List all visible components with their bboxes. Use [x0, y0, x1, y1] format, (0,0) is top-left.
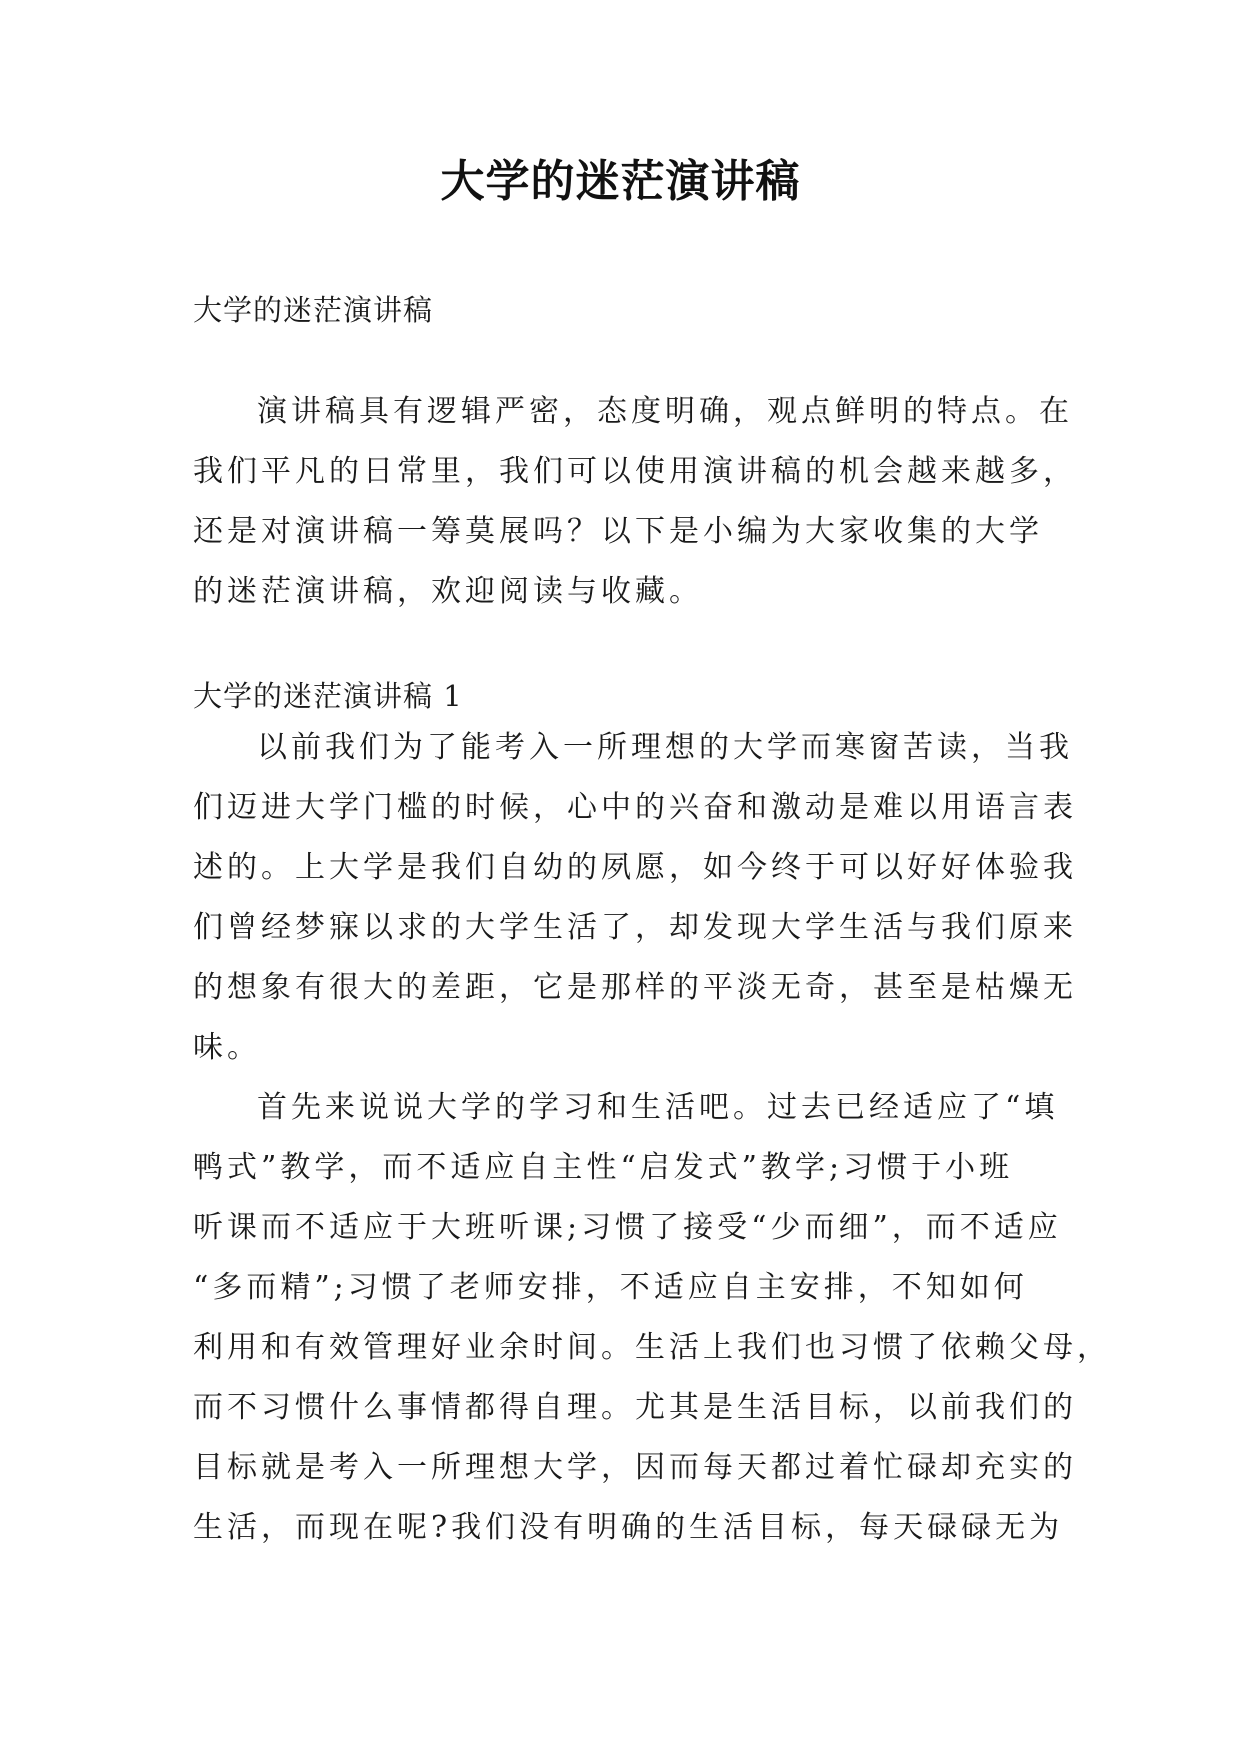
- body-paragraph-1: [193, 718, 1077, 1078]
- paragraph-line: 们迈进大学门槛的时候，心中的兴奋和激动是难以用语言表: [193, 790, 1077, 825]
- intro-line: 还是对演讲稿一筹莫展吗？以下是小编为大家收集的大学: [193, 514, 1043, 549]
- section-heading: 大学的迷茫演讲稿 1: [193, 679, 463, 713]
- paragraph-line: 述的。上大学是我们自幼的夙愿，如今终于可以好好体验我: [193, 850, 1077, 885]
- body-paragraph-2: [193, 1078, 1111, 1558]
- paragraph-line: 以前我们为了能考入一所理想的大学而寒窗苦读，当我: [257, 730, 1073, 765]
- paragraph-line: 味。: [193, 1030, 261, 1065]
- document-body: [193, 288, 1111, 1558]
- paragraph-line: 而不习惯什么事情都得自理。尤其是生活目标，以前我们的: [193, 1390, 1077, 1425]
- paragraph-line: 利用和有效管理好业余时间。生活上我们也习惯了依赖父母，: [193, 1330, 1111, 1365]
- paragraph-line: 首先来说说大学的学习和生活吧。过去已经适应了“填: [257, 1090, 1059, 1125]
- document-subtitle: 大学的迷茫演讲稿: [193, 293, 434, 327]
- intro-line: 的迷茫演讲稿，欢迎阅读与收藏。: [193, 574, 703, 609]
- paragraph-line: 鸭式”教学，而不适应自主性“启发式”教学;习惯于小班: [193, 1150, 1014, 1185]
- paragraph-line: 的想象有很大的差距，它是那样的平淡无奇，甚至是枯燥无: [193, 970, 1077, 1005]
- intro-line: 演讲稿具有逻辑严密，态度明确，观点鲜明的特点。在: [257, 394, 1073, 429]
- paragraph-line: “多而精”;习惯了老师安排，不适应自主安排，不知如何: [193, 1270, 1028, 1305]
- intro-line: 我们平凡的日常里，我们可以使用演讲稿的机会越来越多，: [193, 454, 1077, 489]
- paragraph-line: 生活，而现在呢?我们没有明确的生活目标，每天碌碌无为: [193, 1510, 1064, 1545]
- document-title: 大学的迷茫演讲稿: [440, 156, 801, 207]
- paragraph-line: 听课而不适应于大班听课;习惯了接受“少而细”，而不适应: [193, 1210, 1062, 1245]
- intro-paragraph: [193, 382, 1077, 622]
- paragraph-line: 们曾经梦寐以求的大学生活了，却发现大学生活与我们原来: [193, 910, 1077, 945]
- paragraph-line: 目标就是考入一所理想大学，因而每天都过着忙碌却充实的: [193, 1450, 1077, 1485]
